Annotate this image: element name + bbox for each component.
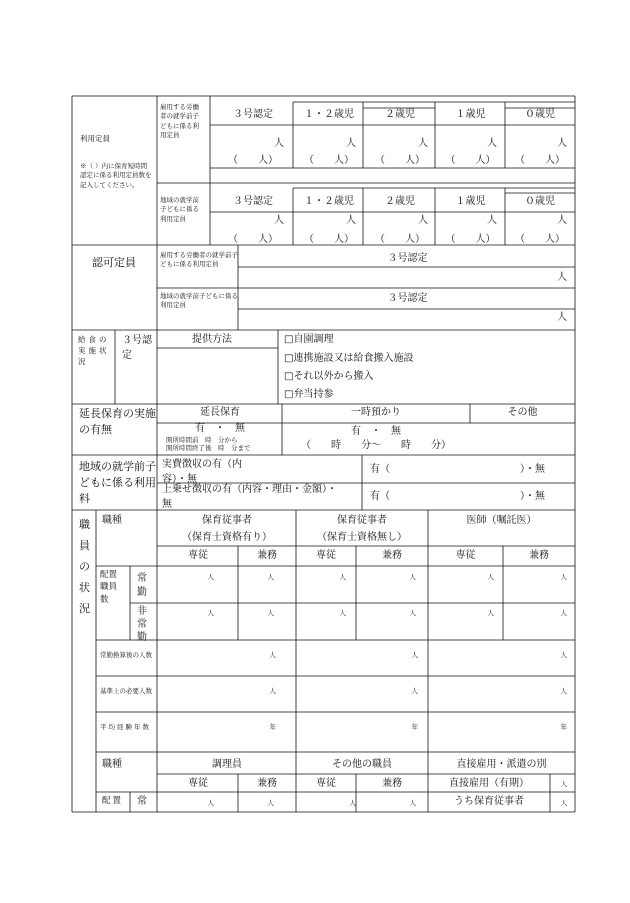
extended-col-extended: 延長保育 [200, 407, 240, 418]
usage-local-header-3go: ３号認定 [233, 196, 273, 207]
staff2-among-unit[interactable]: 人 [560, 799, 568, 807]
staff2-regular-label: 常 [137, 796, 147, 807]
staff-avgexp-label: 平均経験年数 [100, 723, 151, 731]
staff2-d-concurrent: 兼務 [257, 778, 277, 789]
extended-label: 延長保育の実施の有無 [79, 407, 156, 436]
staff2-direct-unit[interactable]: 人 [560, 780, 568, 788]
staff-col-doctor: 医師（嘱託医） [466, 515, 537, 526]
staff-col-qualified-1: 保育従事者 [202, 515, 252, 526]
fee-row2-label: 上乗せ徴収の有（内容・理由・金額）・無 [162, 484, 337, 510]
meal-option-partner[interactable]: □連携施設又は給食搬入施設 [284, 353, 414, 364]
approved-worker-label: 雇用する労働者の就学前子どもに係る利用定員 [160, 251, 238, 269]
usage-local-header-0: ０歳児 [525, 196, 555, 207]
usage-local-paren-2: （ 人） [375, 234, 425, 245]
usage-worker-header-3go: ３号認定 [233, 109, 273, 120]
staff2-assigned-label: 配置 [102, 796, 124, 806]
staff-regular-c-fulltime[interactable]: 人 [487, 573, 494, 581]
staff2-regular-e-concurrent[interactable]: 人 [409, 799, 416, 807]
meal-label: 給食の実施状況 [78, 335, 110, 366]
usage-worker-paren-1: （ 人） [445, 155, 496, 166]
staff2-regular-e-fulltime[interactable]: 人 [349, 799, 356, 807]
staff-nonregular-a-concurrent[interactable]: 人 [267, 609, 274, 617]
staff-regular-b-concurrent[interactable]: 人 [409, 573, 416, 581]
usage-worker-unit-2: 人 [418, 138, 428, 149]
staff-fte-b[interactable]: 人 [411, 651, 418, 659]
usage-worker-unit-3go: 人 [274, 138, 284, 149]
staff-fte-label: 常勤換算後の人数 [100, 651, 152, 659]
meal-sub: ３号認定 [122, 335, 152, 361]
usage-local-label: 地域の就学前子どもに係る利用定員 [160, 196, 199, 223]
extended-col2-value[interactable]: 有 ・ 無 [351, 426, 401, 437]
usage-local-paren-3go: （ 人） [228, 234, 278, 245]
staff-nonregular-label: 非常勤 [137, 606, 147, 643]
fee-label: 地域の就学前子どもに係る利用料 [79, 460, 156, 505]
staff-regular-b-fulltime[interactable]: 人 [339, 573, 346, 581]
staff2-among-label: うち保育従事者 [454, 796, 524, 807]
approved-label: 認可定員 [92, 256, 136, 269]
staff-standard-c[interactable]: 人 [560, 687, 567, 695]
usage-local-paren-12: （ 人） [304, 234, 354, 245]
staff2-col-cook: 調理員 [212, 759, 242, 770]
staff-a-concurrent: 兼務 [257, 550, 277, 561]
usage-label: 利用定員 [80, 134, 110, 143]
usage-local-unit-12: 人 [346, 215, 356, 226]
usage-local-paren-0: （ 人） [515, 234, 565, 245]
staff-standard-b[interactable]: 人 [411, 687, 418, 695]
staff2-e-fulltime: 専従 [316, 778, 336, 789]
fee-row2-value[interactable]: 有（ ）・無 [370, 491, 545, 502]
staff-col-unqualified-2: （保育士資格無し） [317, 532, 407, 543]
approved-local-unit: 人 [557, 312, 567, 323]
staff-regular-label: 常勤 [137, 573, 147, 598]
fee-row1-value[interactable]: 有（ ）・無 [370, 464, 545, 475]
meal-option-bento[interactable]: □弁当持参 [284, 389, 334, 400]
usage-worker-label: 雇用する労働者の就学前子どもに係る利用定員 [160, 103, 199, 140]
staff-nonregular-b-concurrent[interactable]: 人 [409, 609, 416, 617]
usage-note: ※（ ）内に保育短時間認定に係る利用定員数を記入してください。 [80, 162, 152, 189]
staff-nonregular-b-fulltime[interactable]: 人 [339, 609, 346, 617]
approved-local-header: ３号認定 [387, 293, 428, 304]
usage-worker-header-1: １歳児 [455, 109, 486, 120]
staff-regular-a-fulltime[interactable]: 人 [207, 573, 214, 581]
extended-col2-time: （ 時 分～ 時 分） [301, 440, 451, 451]
usage-local-unit-0: 人 [557, 215, 567, 226]
approved-worker-unit: 人 [557, 272, 567, 283]
staff-fte-c[interactable]: 人 [560, 651, 567, 659]
staff-type-label: 職種 [102, 515, 122, 526]
usage-local-unit-3go: 人 [274, 215, 284, 226]
staff-nonregular-c-fulltime[interactable]: 人 [487, 609, 494, 617]
staff-standard-label: 基準上の必要人数 [100, 687, 152, 695]
meal-option-other[interactable]: □それ以外から搬入 [284, 371, 374, 382]
usage-worker-unit-12: 人 [346, 138, 356, 149]
staff2-d-fulltime: 専従 [188, 778, 208, 789]
meal-option-self[interactable]: □自園調理 [284, 334, 334, 345]
extended-col1-open: 開所時間前 時 分から [166, 436, 238, 444]
extended-col1-close: 開所時間終了後 時 分まで [166, 444, 251, 452]
usage-worker-unit-1: 人 [487, 138, 497, 149]
meal-method-label: 提供方法 [192, 334, 232, 345]
usage-worker-paren-2: （ 人） [375, 155, 425, 166]
usage-worker-header-12: １・２歳児 [304, 109, 354, 120]
staff-avgexp-b[interactable]: 年 [411, 723, 418, 731]
extended-col-temporary: 一時預かり [351, 407, 401, 418]
staff-c-fulltime: 専従 [455, 550, 476, 561]
staff-fte-a[interactable]: 人 [269, 651, 276, 659]
usage-worker-paren-0: （ 人） [515, 155, 565, 166]
staff-regular-a-concurrent[interactable]: 人 [267, 573, 274, 581]
staff-col-unqualified-1: 保育従事者 [337, 515, 387, 526]
staff2-regular-d-concurrent[interactable]: 人 [267, 799, 274, 807]
staff-regular-c-concurrent[interactable]: 人 [560, 573, 567, 581]
extended-col1-value[interactable]: 有 ・ 無 [195, 423, 245, 434]
staff-b-concurrent: 兼務 [382, 550, 402, 561]
usage-local-paren-1: （ 人） [445, 234, 496, 245]
staff-nonregular-c-concurrent[interactable]: 人 [560, 609, 567, 617]
staff-standard-a[interactable]: 人 [269, 687, 276, 695]
staff-col-qualified-2: （保育士資格有り） [182, 532, 272, 543]
staff-nonregular-a-fulltime[interactable]: 人 [207, 609, 214, 617]
staff2-direct-label: 直接雇用（有期） [449, 778, 529, 789]
usage-local-header-12: １・２歳児 [304, 196, 354, 207]
staff2-regular-d-fulltime[interactable]: 人 [207, 799, 214, 807]
usage-local-unit-2: 人 [418, 215, 428, 226]
staff-avgexp-c[interactable]: 年 [560, 723, 567, 731]
usage-worker-header-0: ０歳児 [525, 109, 555, 120]
usage-local-header-2: ２歳児 [385, 196, 415, 207]
staff2-type-label: 職種 [102, 759, 122, 770]
staff-avgexp-a[interactable]: 年 [269, 723, 276, 731]
staff-a-fulltime: 専従 [188, 550, 208, 561]
staff-label: 職員の状況 [79, 518, 90, 615]
staff-assigned-label: 配置職員数 [100, 570, 118, 605]
usage-local-unit-1: 人 [487, 215, 497, 226]
approved-local-label: 地域の就学前子どもに係る利用定員 [160, 292, 238, 310]
staff2-col-employ: 直接雇用・派遣の別 [456, 759, 547, 770]
staff-c-concurrent: 兼務 [529, 550, 549, 561]
approved-worker-header: ３号認定 [387, 253, 428, 264]
usage-worker-paren-12: （ 人） [304, 155, 354, 166]
extended-col-other: その他 [507, 407, 538, 418]
usage-worker-header-2: ２歳児 [385, 109, 415, 120]
fee-row1-label: 実費徴収の有（内容）・無 [162, 459, 242, 485]
usage-local-header-1: １歳児 [455, 196, 486, 207]
usage-worker-paren-3go: （ 人） [228, 155, 278, 166]
staff-b-fulltime: 専従 [316, 550, 336, 561]
staff2-col-other: その他の職員 [332, 759, 392, 770]
usage-worker-unit-0: 人 [557, 138, 567, 149]
staff2-e-concurrent: 兼務 [382, 778, 402, 789]
